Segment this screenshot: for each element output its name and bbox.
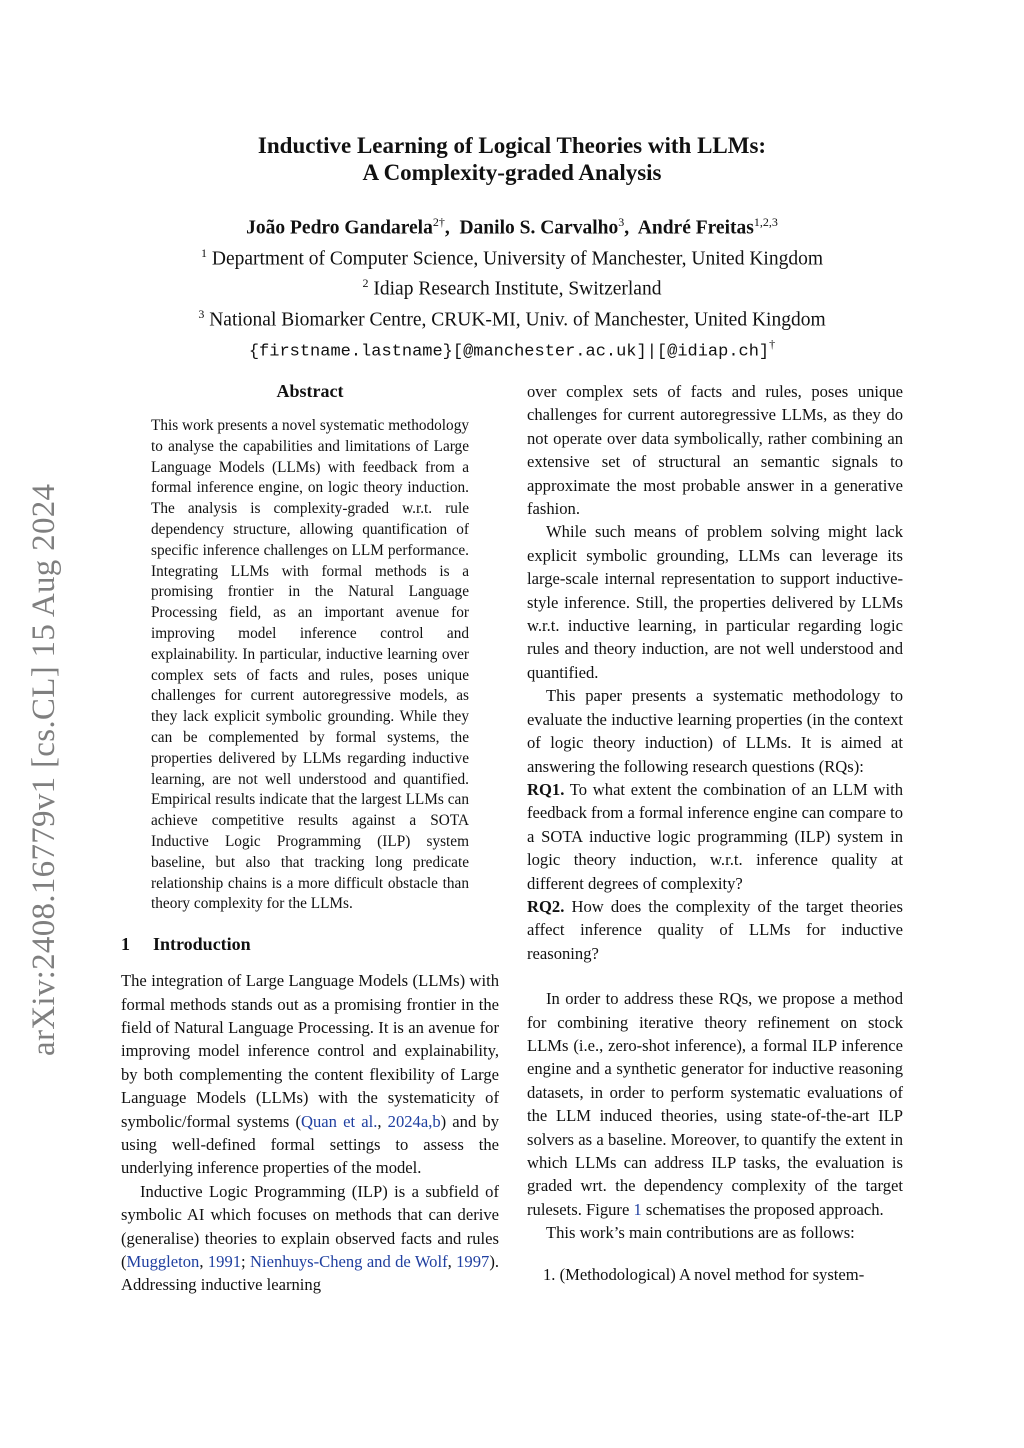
title-line-1: Inductive Learning of Logical Theories with LLMs:: [257, 133, 767, 158]
email-marker: †: [769, 337, 776, 351]
citation-muggleton[interactable]: Muggleton: [126, 1252, 200, 1271]
research-question-1: [527, 778, 903, 895]
citation-nienhuys-cheng[interactable]: Nienhuys-Cheng and de Wolf: [250, 1252, 448, 1271]
intro-paragraph-1: [121, 969, 499, 1180]
email-address: {firstname.lastname}[@manchester.ac.uk]|[@idiap.ch]: [248, 342, 770, 362]
affiliation-3: [0, 302, 1024, 333]
title-line-2: A Complexity-graded Analysis: [362, 160, 662, 185]
author-3-affil: 1,2,3: [753, 215, 778, 229]
affiliation-2: [0, 271, 1024, 302]
intro-p2-text-b: ). Addressing inductive learning: [121, 1252, 499, 1295]
paragraph-gap: [527, 965, 903, 987]
paper-title: [0, 132, 1024, 186]
author-block: [0, 210, 1024, 365]
rq2-label: RQ2.: [527, 896, 565, 916]
author-2-affil: 3: [618, 215, 625, 229]
author-names: João Pedro Gandarela$^{2\dagger}$, Danilo S. Carvalho$^3$, André Freitas$^{1,2,3}$: [246, 215, 778, 239]
figure-reference-1[interactable]: 1: [633, 1199, 642, 1219]
author-1: João Pedro Gandarela: [246, 217, 433, 239]
citation-nienhuys-cheng-year[interactable]: 1997: [456, 1252, 490, 1271]
intro-p1-text-a: The integration of Large Language Models (LLMs) with formal methods stands out as a promising frontier in the field of Natural Language Processing. It is an avenue for improving model inference control and explainability, by both complementing the content flexibility of Large Language Models (LLMs) with the systematicity of symbolic/formal systems (: [121, 971, 499, 1131]
rq1-text: To what extent the combination of an LLM with feedback from a formal inference engine can compare to a SOTA inductive logic programming (ILP) system in logic theory induction, w.r.t. inference quality at different degrees of complexity?: [527, 779, 903, 893]
author-1-affil: 2†: [432, 215, 445, 229]
right-paragraph-1: over complex sets of facts and rules, poses unique challenges for current autoregressive LLMs, as they do not operate over data symbolically, rather combining an extensive set of structural an semantic signals to approximate the most probable answer in a generative fashion.: [527, 382, 903, 519]
citation-quan-2024[interactable]: 2024a,b: [387, 1111, 441, 1131]
rq2-text: How does the complexity of the target theories affect inference quality of LLMs for inductive reasoning?: [527, 896, 903, 963]
intro-paragraph-2: [121, 1180, 499, 1297]
affiliation-1: [0, 241, 1024, 272]
section-heading-introduction: [121, 933, 499, 955]
right-paragraph-3: This paper presents a systematic methodology to evaluate the inductive learning properties (in the context of logic theory induction) of LLMs. It is aimed at answering the following research questions (RQs):: [527, 686, 903, 776]
intro-p2-text-a: Inductive Logic Programming (ILP) is a subfield of symbolic AI which focuses on methods that can derive (generalise) theories to explain observed facts and rules (: [121, 1181, 499, 1271]
right-p4-text-b: schematises the proposed approach.: [641, 1199, 884, 1219]
right-p4-text-a: In order to address these RQs, we propose a method for combining iterative theory refinement on stock LLMs (i.e., zero-shot inference), a formal ILP inference engine and a synthetic generator for inductive reasoning datasets, in order to perform systematic evaluations of the LLM induced theories, using state-of-the-art ILP solvers as a baseline. Moreover, to quantify the extent in which LLMs can address ILP tasks, the evaluation is graded wrt. the dependency complexity of the target rulesets. Figure: [527, 989, 903, 1219]
research-question-2: [527, 895, 903, 965]
affiliation-3-text: National Biomarker Centre, CRUK-MI, Univ. of Manchester, United Kingdom: [209, 309, 826, 330]
contribution-list-item-1: 1. (Methodological) A novel method for system-: [543, 1264, 865, 1284]
right-paragraph-4: [527, 987, 903, 1221]
left-column: [121, 380, 499, 1297]
affiliation-1-number: 1: [200, 245, 207, 260]
intro-p2-sep-2: ;: [241, 1252, 251, 1271]
affiliation-2-text: Idiap Research Institute, Switzerland: [373, 278, 662, 300]
affiliation-3-number: 3: [198, 306, 205, 321]
intro-p2-sep-3: ,: [447, 1252, 457, 1271]
author-2: Danilo S. Carvalho: [459, 217, 619, 239]
intro-p1-sep: ,: [377, 1111, 388, 1131]
intro-p2-sep-1: ,: [199, 1252, 208, 1271]
affiliation-1-text: Department of Computer Science, University of Manchester, United Kingdom: [211, 248, 824, 269]
citation-muggleton-year[interactable]: 1991: [207, 1252, 242, 1271]
abstract-heading: Abstract: [276, 381, 344, 401]
section-number: 1: [121, 934, 130, 955]
abstract-text: This work presents a novel systematic methodology to analyse the capabilities and limitations of Large Language Models (LLMs) with feedback from a formal inference engine, on logic theory induction. The analysis is complexity-graded w.r.t. rule dependency structure, allowing quantification of specific inference challenges on LLM performance. Integrating LLMs with formal methods is a promising frontier in the Natural Language Processing field, as an important avenue for improving model inference control and explainability. In particular, inductive learning over complex sets of facts and rules, poses unique challenges for current autoregressive models, as they lack explicit symbolic grounding. While they can be complemented by formal systems, the properties delivered by LLMs regarding inductive learning, are not well understood and quantified. Empirical results indicate that the largest LLMs can achieve competitive results against a SOTA Inductive Logic Programming (ILP) system baseline, but also that tracking long predicate relationship chains is a more difficult obstacle than theory complexity for the LLMs.: [151, 417, 469, 913]
email-line: [0, 332, 1024, 365]
intro-p1-text-b: ) and by using well-defined formal settings to assess the underlying inference properties of the model.: [121, 1111, 499, 1178]
right-column: [527, 380, 903, 1286]
author-3: André Freitas: [637, 217, 754, 239]
arxiv-identifier-stamp: arXiv:2408.16779v1 [cs.CL] 15 Aug 2024: [26, 483, 62, 1056]
section-title: Introduction: [153, 934, 251, 955]
citation-quan-et-al[interactable]: Quan et al.: [301, 1111, 378, 1131]
rq1-label: RQ1.: [527, 779, 565, 799]
right-paragraph-2: While such means of problem solving might lack explicit symbolic grounding, LLMs can leverage its large-scale internal representation to support inductive-style inference. Still, the properties delivered by LLMs w.r.t. inductive learning, in particular regarding logic rules and theory induction, are not well understood and quantified.: [527, 522, 903, 682]
affiliation-2-number: 2: [362, 276, 369, 290]
right-paragraph-5: This work’s main contributions are as follows:: [546, 1223, 855, 1243]
